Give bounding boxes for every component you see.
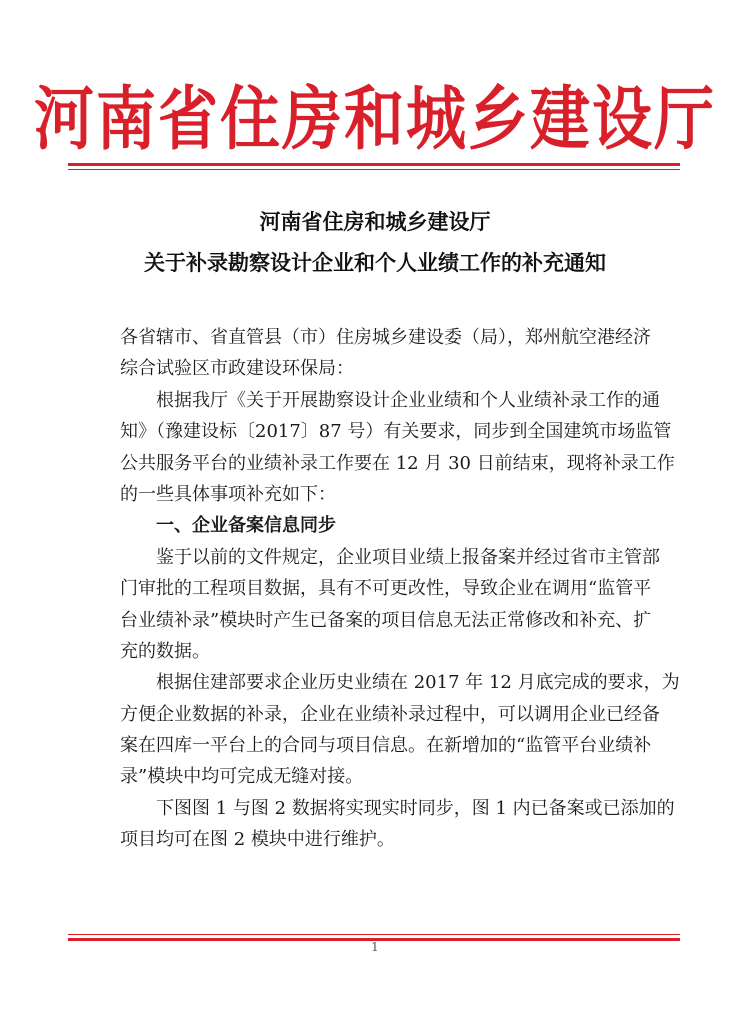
footer-rule-thin	[68, 934, 680, 935]
section-heading: 一、企业备案信息同步	[156, 515, 336, 537]
document-title-line-2: 关于补录勘察设计企业和个人业绩工作的补充通知	[144, 251, 606, 275]
page-number: 1	[371, 940, 379, 954]
document-title-line-1: 河南省住房和城乡建设厅	[259, 210, 491, 234]
document-body	[120, 322, 680, 856]
body-line: 充的数据。	[120, 640, 210, 662]
body-line: 公共服务平台的业绩补录工作要在 12 月 30 日前结束，现将补录工作	[120, 452, 675, 474]
body-line: 综合试验区市政建设环保局：	[120, 358, 354, 380]
letterhead-rule-top	[68, 163, 680, 166]
body-line: 方便企业数据的补录，企业在业绩补录过程中，可以调用企业已经备	[120, 703, 660, 725]
body-line: 根据住建部要求企业历史业绩在 2017 年 12 月底完成的要求，为	[156, 672, 680, 694]
body-line: 门审批的工程项目数据，具有不可更改性，导致企业在调用“监管平	[120, 578, 652, 600]
body-line: 项目均可在图 2 模块中进行维护。	[120, 829, 395, 851]
body-line: 下图图 1 与图 2 数据将实现实时同步，图 1 内已备案或已添加的	[156, 797, 675, 819]
letterhead-title: 河南省住房和城乡建设厅	[34, 79, 716, 160]
body-line: 鉴于以前的文件规定，企业项目业绩上报备案并经过省市主管部	[156, 546, 660, 568]
body-line: 台业绩补录”模块时产生已备案的项目信息无法正常修改和补充、扩	[120, 609, 652, 631]
body-line: 录”模块中均可完成无缝对接。	[120, 766, 364, 788]
body-line: 根据我厅《关于开展勘察设计企业业绩和个人业绩补录工作的通	[156, 389, 660, 411]
body-line: 各省辖市、省直管县（市）住房城乡建设委（局），郑州航空港经济	[120, 327, 651, 348]
letterhead-rule-top-thin	[68, 169, 680, 170]
body-line: 案在四库一平台上的合同与项目信息。在新增加的“监管平台业绩补	[120, 735, 652, 757]
body-line: 知》（豫建设标〔2017〕87 号）有关要求，同步到全国建筑市场监管	[120, 421, 672, 443]
body-line: 的一些具体事项补充如下：	[120, 483, 336, 505]
